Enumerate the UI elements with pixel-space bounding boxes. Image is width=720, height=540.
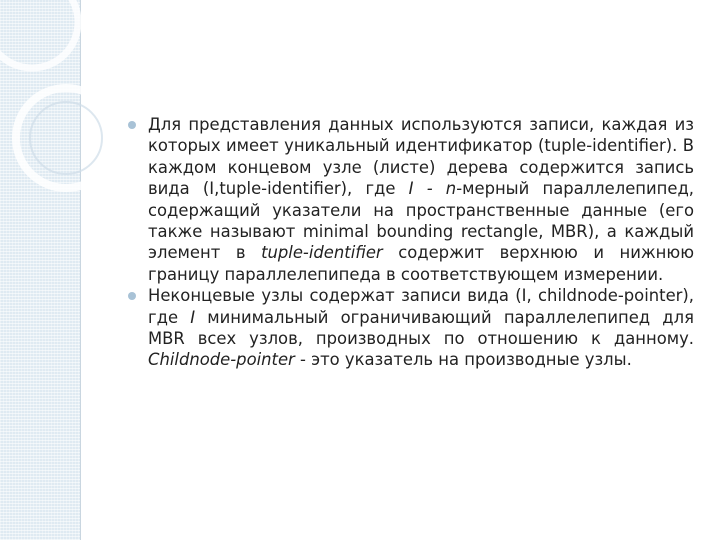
decorative-circle-middle-inner: [30, 102, 102, 174]
bullet-text: Для представления данных используются записи, каждая из которых имеет уникальный идентификатор (tuple-identifier). В каждом концевом узле (листе) дерева содержится запись вида (I,tuple-identifier), где I - n-мерный параллелепипед, содержащий указатели на пространственные данные (его также называют minimal bounding rectangle, MBR), а каждый элемент в tuple-identifier содержит верхнюю и нижнюю границу параллелепипеда в соответствующем измерении.: [148, 115, 694, 284]
decorative-circle-top: [0, 0, 78, 68]
list-item: [128, 114, 694, 285]
list-item: [128, 285, 694, 371]
bullet-text: Неконцевые узлы содержат записи вида (I, childnode-pointer), где I минимальный ограничивающий параллелепипед для MBR всех узлов, производных по отношению к данному. Childnode-pointer - это указатель на производные узлы.: [148, 286, 694, 370]
bullet-dot-icon: [128, 121, 136, 129]
decorative-circles: [0, 0, 140, 540]
bullet-dot-icon: [128, 292, 136, 300]
bullet-list: [128, 114, 694, 371]
